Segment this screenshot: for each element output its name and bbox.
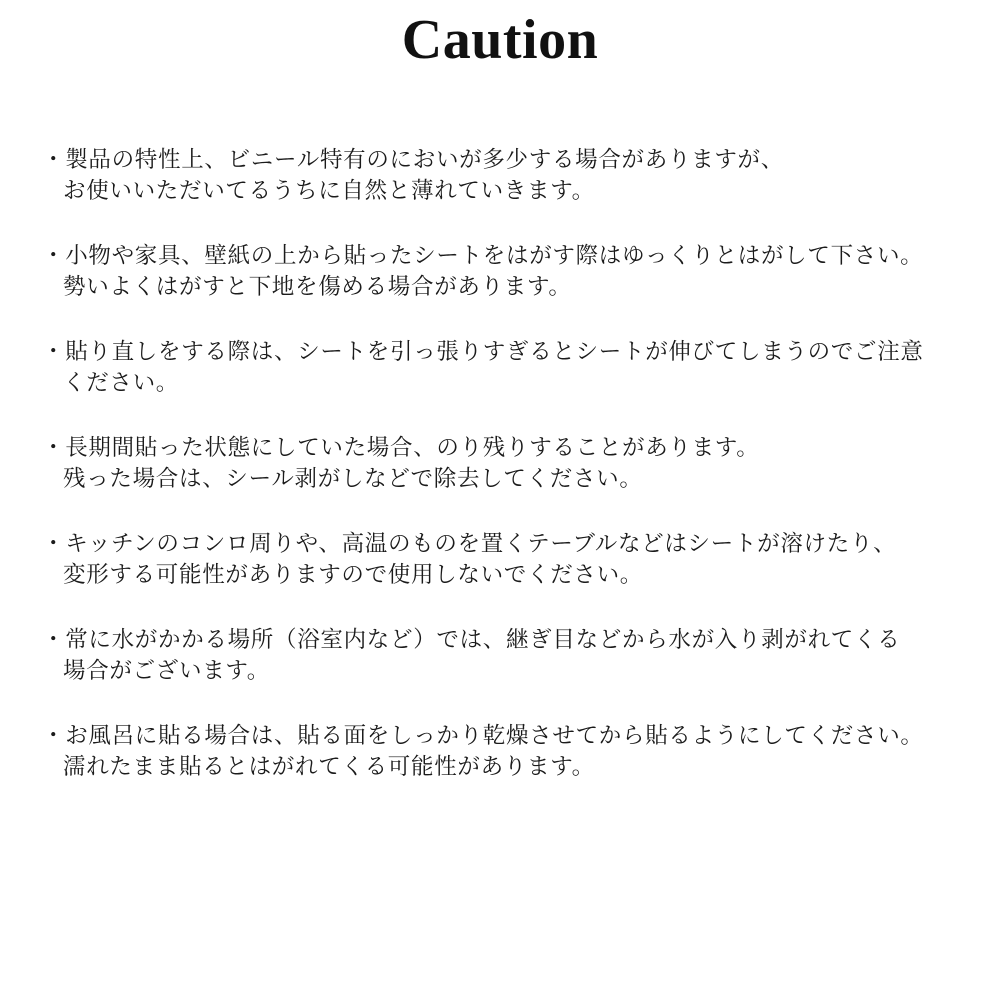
note-line: 残った場合は、シール剥がしなどで除去してください。 — [63, 465, 643, 491]
list-item — [42, 624, 966, 686]
note-line: ・お風呂に貼る場合は、貼る面をしっかり乾燥させてから貼るようにしてください。 — [42, 723, 924, 749]
list-item — [42, 144, 966, 206]
note-line: ・貼り直しをする際は、シートを引っ張りすぎるとシートが伸びてしまうのでご注意 — [42, 338, 924, 364]
caution-notes-list — [0, 144, 1000, 783]
list-item — [42, 720, 966, 782]
list-item — [42, 528, 966, 590]
note-line: 変形する可能性がありますので使用しないでください。 — [63, 562, 644, 588]
note-line: ・小物や家具、壁紙の上から貼ったシートをはがす際はゆっくりとはがして下さい。 — [42, 242, 924, 268]
note-line: 濡れたまま貼るとはがれてくる可能性があります。 — [63, 754, 595, 780]
note-line: 場合がございます。 — [63, 658, 271, 684]
note-line: ・製品の特性上、ビニール特有のにおいが多少する場合がありますが、 — [42, 146, 784, 172]
page-title: Caution — [401, 9, 599, 71]
note-line: ください。 — [63, 369, 180, 395]
list-item — [42, 336, 966, 398]
list-item — [42, 240, 966, 302]
note-line: ・長期間貼った状態にしていた場合、のり残りすることがあります。 — [42, 434, 760, 460]
note-line: お使いいただいてるうちに自然と薄れていきます。 — [63, 177, 595, 203]
list-item — [42, 432, 966, 494]
note-line: ・キッチンのコンロ周りや、高温のものを置くテーブルなどはシートが溶けたり、 — [42, 530, 897, 556]
note-line: 勢いよくはがすと下地を傷める場合があります。 — [63, 273, 572, 299]
note-line: ・常に水がかかる場所（浴室内など）では、継ぎ目などから水が入り剥がれてくる — [42, 627, 901, 653]
